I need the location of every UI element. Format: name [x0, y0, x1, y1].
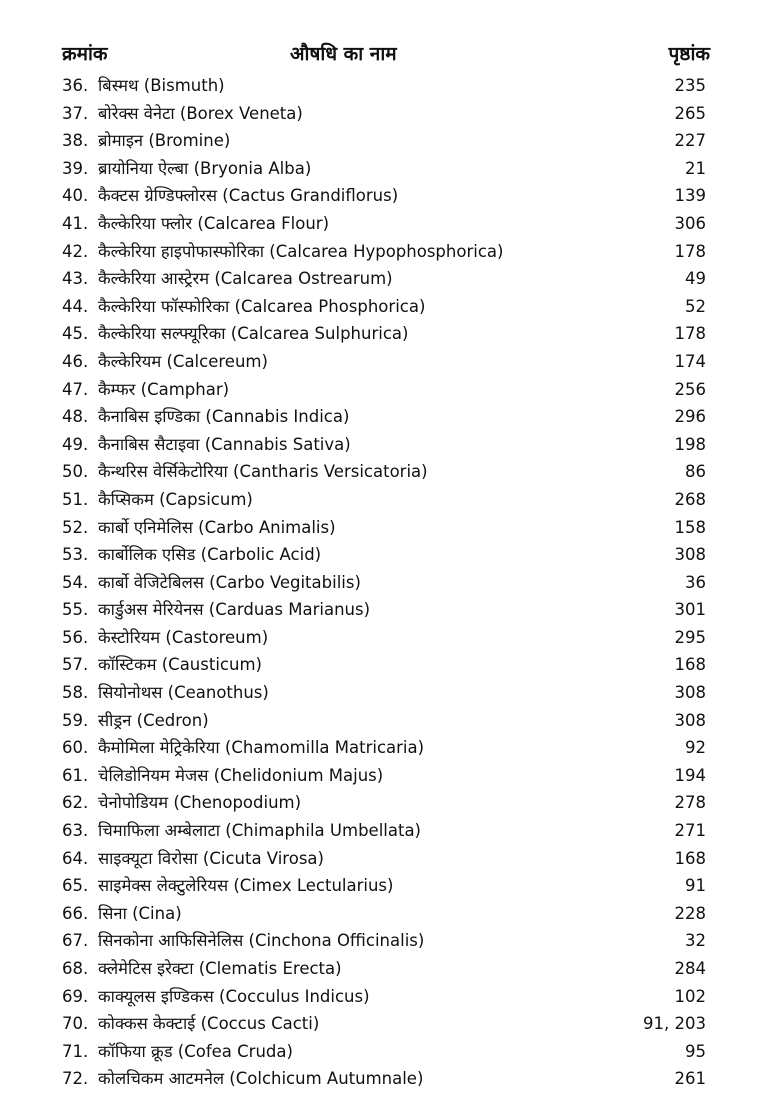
- entry-medicine-name: कैल्केरिया सल्फ्यूरिका (Calcarea Sulphurica): [98, 324, 409, 344]
- entry-number: 58.: [62, 683, 89, 703]
- entry-number: 42.: [62, 241, 89, 261]
- serial-column-header: क्रमांक: [62, 43, 108, 65]
- entry-medicine-name: कार्बो वेजिटेबिलस (Carbo Vegitabilis): [98, 572, 361, 592]
- entry-number: 54.: [62, 572, 89, 592]
- entry-page-number: 52: [685, 296, 706, 316]
- entry-medicine-name: बिस्मथ (Bismuth): [98, 76, 225, 95]
- entry-page-number: 178: [674, 241, 706, 261]
- entry-medicine-name: केस्टोरियम (Castoreum): [98, 627, 269, 647]
- entry-medicine-name: कैप्सिकम (Capsicum): [98, 489, 253, 509]
- entry-page-number: 139: [674, 186, 706, 206]
- entry-page-number: 235: [674, 76, 706, 95]
- entry-number: 50.: [62, 462, 89, 482]
- entry-medicine-name: क्लेमेटिस इरेक्टा (Clematis Erecta): [98, 959, 342, 978]
- entry-page-number: 301: [674, 600, 706, 620]
- medicine-name-column-header: औषधि का नाम: [290, 43, 397, 65]
- list-item: [62, 927, 710, 955]
- list-item: [62, 955, 710, 983]
- list-item: [62, 679, 710, 707]
- list-item: [62, 624, 710, 652]
- entry-medicine-name: कैल्केरिया हाइपोफास्फोरिका (Calcarea Hypophosphorica): [98, 241, 504, 261]
- entry-number: 64.: [62, 848, 89, 868]
- entry-number: 61.: [62, 765, 89, 785]
- entry-medicine-name: सिना (Cina): [98, 903, 182, 923]
- list-item: [62, 293, 710, 321]
- list-item: [62, 486, 710, 514]
- entry-page-number: 21: [685, 158, 706, 178]
- entry-medicine-name: कैनाबिस सैटाइवा (Cannabis Sativa): [98, 434, 351, 454]
- entry-number: 69.: [62, 986, 89, 1006]
- entry-number: 66.: [62, 903, 89, 923]
- entry-medicine-name: साइमेक्स लेक्टुलेरियस (Cimex Lectularius): [98, 876, 394, 896]
- entry-page-number: 308: [674, 710, 706, 730]
- entry-page-number: 306: [674, 213, 706, 233]
- list-item: [62, 155, 710, 183]
- entry-number: 53.: [62, 545, 89, 565]
- entry-page-number: 265: [674, 103, 706, 123]
- index-page: [62, 38, 710, 1093]
- list-item: [62, 1038, 710, 1066]
- entry-medicine-name: साइक्यूटा विरोसा (Cicuta Virosa): [98, 848, 324, 868]
- entry-medicine-name: चेलिडोनियम मेजस (Chelidonium Majus): [98, 765, 384, 785]
- entry-medicine-name: कैनाबिस इण्डिका (Cannabis Indica): [98, 407, 350, 427]
- entry-page-number: 308: [674, 683, 706, 703]
- list-item: [62, 900, 710, 928]
- entry-medicine-name: सीड्रन (Cedron): [98, 710, 209, 730]
- entry-number: 49.: [62, 434, 89, 454]
- entry-page-number: 296: [674, 407, 706, 427]
- entry-page-number: 92: [685, 738, 706, 758]
- list-item: [62, 541, 710, 569]
- entry-number: 71.: [62, 1041, 89, 1061]
- entry-number: 43.: [62, 269, 89, 289]
- entry-medicine-name: ब्रायोनिया ऐल्बा (Bryonia Alba): [98, 158, 312, 178]
- entry-medicine-name: कैन्थरिस वेर्सिकेटोरिया (Cantharis Versicatoria): [98, 462, 428, 482]
- entry-page-number: 178: [674, 324, 706, 344]
- entry-number: 57.: [62, 655, 89, 675]
- entry-number: 62.: [62, 793, 89, 813]
- entry-page-number: 102: [674, 986, 706, 1006]
- list-item: [62, 100, 710, 128]
- table-header: [62, 38, 710, 72]
- entry-page-number: 198: [674, 434, 706, 454]
- entry-number: 72.: [62, 1069, 89, 1089]
- entry-medicine-name: कैक्टस ग्रेण्डिफ्लोरस (Cactus Grandiflorus): [98, 186, 399, 206]
- entry-number: 70.: [62, 1014, 89, 1034]
- list-item: [62, 348, 710, 376]
- entry-page-number: 295: [674, 627, 706, 647]
- list-item: [62, 734, 710, 762]
- entry-medicine-name: कार्बो एनिमेलिस (Carbo Animalis): [98, 517, 336, 537]
- entry-medicine-name: बोरेक्स वेनेटा (Borex Veneta): [98, 103, 303, 123]
- entry-page-number: 174: [674, 351, 706, 371]
- entry-medicine-name: कॉस्टिकम (Causticum): [98, 655, 262, 675]
- list-item: [62, 762, 710, 790]
- entry-page-number: 86: [685, 462, 706, 482]
- entry-page-number: 308: [674, 545, 706, 565]
- list-item: [62, 514, 710, 542]
- list-item: [62, 596, 710, 624]
- entry-page-number: 194: [674, 765, 706, 785]
- list-item: [62, 569, 710, 597]
- entry-medicine-name: कैल्केरियम (Calcereum): [98, 351, 268, 371]
- entry-page-number: 36: [685, 572, 706, 592]
- entry-page-number: 168: [674, 848, 706, 868]
- entry-number: 60.: [62, 738, 89, 758]
- entry-number: 55.: [62, 600, 89, 620]
- entry-medicine-name: कैम्फर (Camphar): [98, 379, 230, 399]
- entry-number: 52.: [62, 517, 89, 537]
- entry-medicine-name: कोलचिकम आटमनेल (Colchicum Autumnale): [98, 1069, 424, 1089]
- list-item: [62, 458, 710, 486]
- entry-number: 48.: [62, 407, 89, 427]
- entry-page-number: 168: [674, 655, 706, 675]
- entry-medicine-name: कॉफिया क्रूड (Cofea Cruda): [98, 1041, 293, 1061]
- entry-number: 68.: [62, 959, 89, 978]
- entry-page-number: 228: [674, 903, 706, 923]
- entry-medicine-name: कैल्केरिया फॉस्फोरिका (Calcarea Phosphorica): [98, 296, 426, 316]
- list-item: [62, 403, 710, 431]
- entry-medicine-name: सियोनोथस (Ceanothus): [98, 683, 269, 703]
- entry-medicine-name: चेनोपोडियम (Chenopodium): [98, 793, 302, 813]
- medicine-index-list: [62, 72, 710, 1093]
- entry-medicine-name: कोक्कस केक्टाई (Coccus Cacti): [98, 1014, 320, 1034]
- list-item: [62, 238, 710, 266]
- list-item: [62, 651, 710, 679]
- entry-page-number: 256: [674, 379, 706, 399]
- entry-number: 44.: [62, 296, 89, 316]
- entry-page-number: 284: [674, 959, 706, 978]
- entry-number: 40.: [62, 186, 89, 206]
- page-column-header: पृष्ठांक: [668, 43, 710, 65]
- entry-number: 45.: [62, 324, 89, 344]
- entry-number: 47.: [62, 379, 89, 399]
- entry-page-number: 32: [685, 931, 706, 951]
- list-item: [62, 1010, 710, 1038]
- entry-number: 39.: [62, 158, 89, 178]
- entry-number: 37.: [62, 103, 89, 123]
- entry-page-number: 91, 203: [643, 1014, 706, 1034]
- entry-page-number: 268: [674, 489, 706, 509]
- list-item: [62, 872, 710, 900]
- entry-number: 67.: [62, 931, 89, 951]
- entry-page-number: 227: [674, 131, 706, 151]
- list-item: [62, 707, 710, 735]
- list-item: [62, 845, 710, 873]
- list-item: [62, 817, 710, 845]
- list-item: [62, 127, 710, 155]
- entry-number: 41.: [62, 213, 89, 233]
- entry-page-number: 49: [685, 269, 706, 289]
- entry-medicine-name: कार्बोलिक एसिड (Carbolic Acid): [98, 545, 322, 565]
- entry-medicine-name: काक्यूलस इण्डिकस (Cocculus Indicus): [98, 986, 370, 1006]
- entry-medicine-name: ब्रोमाइन (Bromine): [98, 131, 231, 151]
- entry-medicine-name: कैमोमिला मेट्रिकेरिया (Chamomilla Matricaria): [98, 738, 425, 758]
- list-item: [62, 72, 710, 100]
- entry-page-number: 278: [674, 793, 706, 813]
- entry-page-number: 271: [674, 821, 706, 841]
- list-item: [62, 265, 710, 293]
- entry-number: 46.: [62, 351, 89, 371]
- list-item: [62, 320, 710, 348]
- entry-page-number: 95: [685, 1041, 706, 1061]
- entry-medicine-name: कैल्केरिया फ्लोर (Calcarea Flour): [98, 213, 330, 233]
- entry-number: 59.: [62, 710, 89, 730]
- entry-number: 51.: [62, 489, 89, 509]
- entry-number: 38.: [62, 131, 89, 151]
- entry-number: 63.: [62, 821, 89, 841]
- entry-medicine-name: चिमाफिला अम्बेलाटा (Chimaphila Umbellata): [98, 821, 421, 841]
- list-item: [62, 210, 710, 238]
- entry-number: 36.: [62, 76, 89, 95]
- list-item: [62, 376, 710, 404]
- list-item: [62, 789, 710, 817]
- entry-page-number: 158: [674, 517, 706, 537]
- entry-medicine-name: कैल्केरिया आस्ट्रेरम (Calcarea Ostrearum): [98, 269, 393, 289]
- list-item: [62, 983, 710, 1011]
- entry-page-number: 261: [674, 1069, 706, 1089]
- entry-page-number: 91: [685, 876, 706, 896]
- entry-medicine-name: सिनकोना आफिसिनेलिस (Cinchona Officinalis): [98, 931, 425, 951]
- entry-medicine-name: कार्डुअस मेरियेनस (Carduas Marianus): [98, 600, 371, 620]
- list-item: [62, 431, 710, 459]
- entry-number: 65.: [62, 876, 89, 896]
- list-item: [62, 1065, 710, 1093]
- entry-number: 56.: [62, 627, 89, 647]
- list-item: [62, 182, 710, 210]
